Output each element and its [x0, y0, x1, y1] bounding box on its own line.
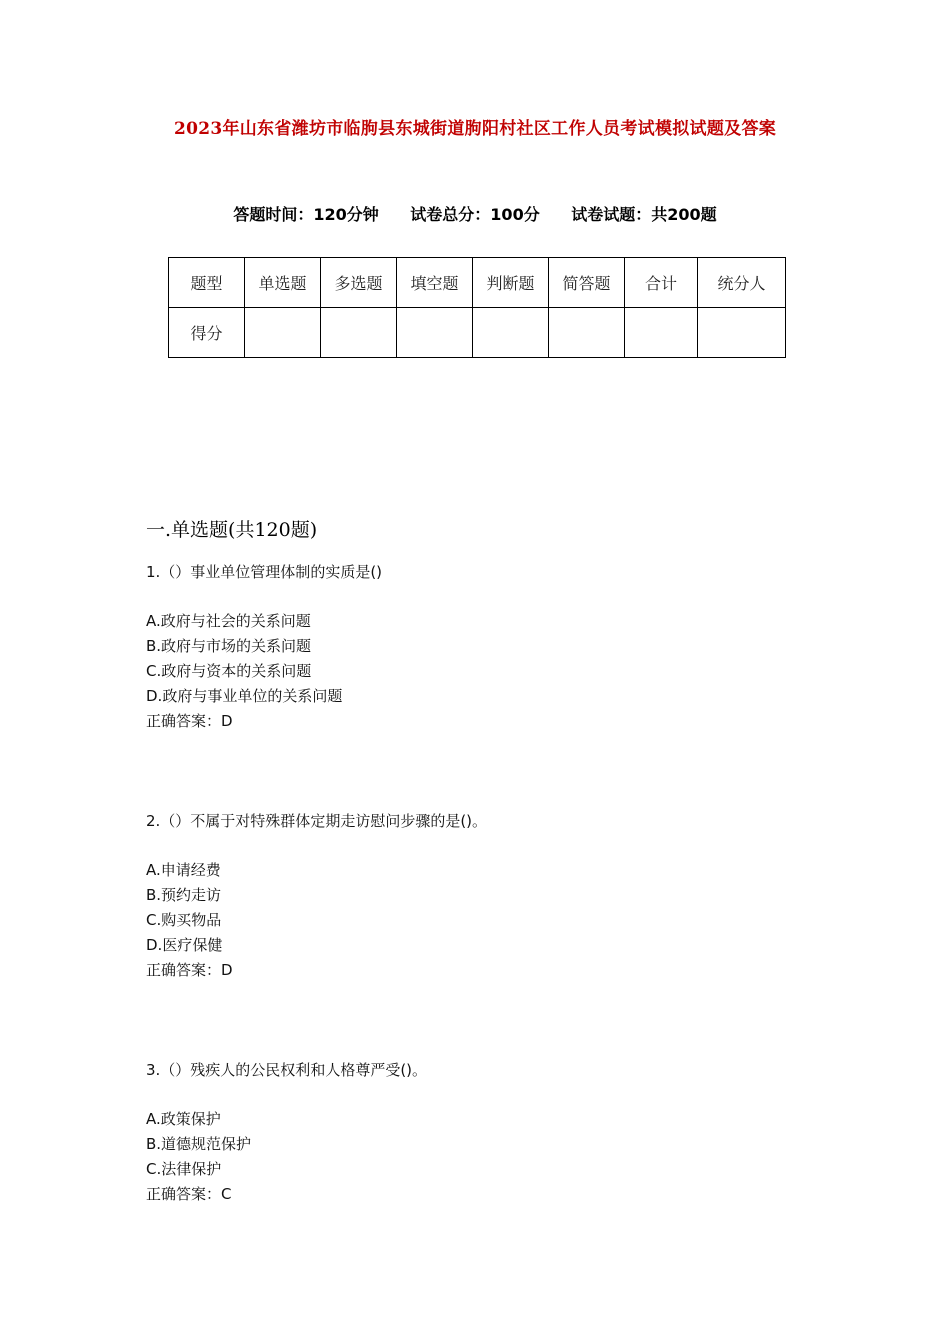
question-answer: 正确答案：C [146, 1185, 232, 1203]
score-cell [698, 308, 786, 358]
score-header-cell: 合计 [625, 258, 698, 308]
question-2 [146, 809, 487, 983]
question-option: A.政府与社会的关系问题 [146, 612, 311, 630]
score-cell [321, 308, 397, 358]
score-header-cell: 判断题 [473, 258, 549, 308]
question-option: A.申请经费 [146, 861, 221, 879]
score-header-cell: 填空题 [397, 258, 473, 308]
score-cell [473, 308, 549, 358]
question-3 [146, 1058, 427, 1207]
score-table-score-row [169, 308, 786, 358]
question-stem: 2.（）不属于对特殊群体定期走访慰问步骤的是()。 [146, 812, 488, 830]
score-cell [549, 308, 625, 358]
question-option: D.政府与事业单位的关系问题 [146, 687, 343, 705]
question-option: D.医疗保健 [146, 936, 223, 954]
score-header-cell: 单选题 [245, 258, 321, 308]
score-header-cell: 题型 [169, 258, 245, 308]
exam-meta [0, 202, 950, 225]
question-answer: 正确答案：D [146, 712, 233, 730]
question-option: B.道德规范保护 [146, 1135, 252, 1153]
question-answer: 正确答案：D [146, 961, 233, 979]
question-option: B.预约走访 [146, 886, 222, 904]
exam-time: 答题时间：120分钟 [233, 205, 379, 224]
score-cell [245, 308, 321, 358]
question-1 [146, 560, 382, 734]
question-option: A.政策保护 [146, 1110, 221, 1128]
score-header-cell: 统分人 [698, 258, 786, 308]
score-table-header-row [169, 258, 786, 308]
question-stem: 3.（）残疾人的公民权利和人格尊严受()。 [146, 1061, 428, 1079]
question-option: B.政府与市场的关系问题 [146, 637, 312, 655]
score-header-cell: 简答题 [549, 258, 625, 308]
question-option: C.法律保护 [146, 1160, 222, 1178]
question-option: C.购买物品 [146, 911, 222, 929]
score-cell [397, 308, 473, 358]
score-table [168, 257, 786, 358]
score-cell [625, 308, 698, 358]
question-stem: 1.（）事业单位管理体制的实质是() [146, 563, 383, 581]
score-header-cell: 多选题 [321, 258, 397, 308]
question-option: C.政府与资本的关系问题 [146, 662, 312, 680]
score-row-label: 得分 [169, 308, 245, 358]
section-title: 一.单选题(共120题) [146, 519, 318, 541]
page-title: 2023年山东省潍坊市临朐县东城街道朐阳村社区工作人员考试模拟试题及答案 [173, 119, 777, 139]
exam-question-count: 试卷试题：共200题 [571, 205, 717, 224]
exam-total-score: 试卷总分：100分 [410, 205, 540, 224]
